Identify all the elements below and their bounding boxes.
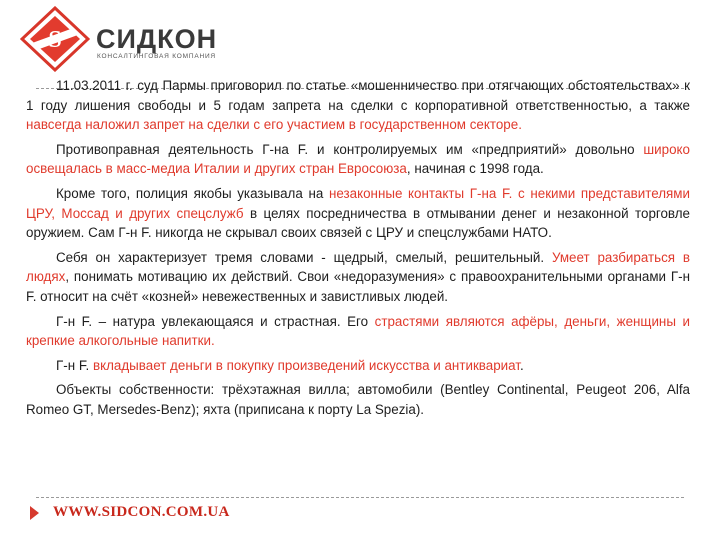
body-text: , понимать мотивацию их действий. Свои «недоразумения» с правоохранительными органами Г-н F. относит на счёт «козней» невежественных и завистливых людей. — [26, 269, 690, 304]
paragraph — [26, 312, 690, 351]
header — [0, 0, 720, 80]
body-text: 11.03.2011 г. суд Пармы приговорил по статье «мошенничество при отягчающих обстоятельствах» к 1 году лишения свободы и 5 годам запрета на сделки с корпоративной ответственностью, а также — [26, 78, 690, 113]
body-text: . — [519, 357, 524, 373]
footer — [30, 504, 230, 521]
arrow-right-icon — [30, 506, 39, 520]
body-text: Объекты собственности: трёхэтажная вилла; автомобили (Bentley Continental, Peugeot 206, Alfa Romeo GT, Mersedes-Benz); яхта (приписана к порту La Spezia). — [26, 382, 690, 417]
website-link[interactable]: WWW.SIDCON.COM.UA — [53, 504, 230, 520]
paragraph — [26, 380, 690, 419]
body-text: Г-н F. — [56, 357, 93, 373]
paragraph — [26, 76, 690, 135]
article-body — [26, 76, 690, 425]
body-text: Себя он характеризует тремя словами - щедрый, смелый, решительный. — [56, 249, 552, 265]
highlighted-text: незаконные контакты Г-на F. с некими представителями ЦРУ, Моссад и других спецслужб — [26, 185, 690, 221]
highlighted-text: страстями являются афёры, деньги, женщины и крепкие алкогольные напитки. — [26, 313, 690, 349]
highlighted-text: вкладывает деньги в покупку произведений искусства и антиквариат — [92, 357, 520, 373]
body-text: Г-н F. – натура увлекающаяся и страстная. Его — [56, 313, 375, 329]
body-text: , начиная с 1998 года. — [406, 161, 544, 177]
body-text: в целях посредничества в отмывании денег и незаконной торговле оружием. Сам Г-н F. никогда не скрывал своих связей с ЦРУ и спецслужбами НАТО. — [26, 205, 690, 241]
paragraph — [26, 140, 690, 179]
body-text: Кроме того, полиция якобы указывала на — [56, 185, 329, 201]
highlighted-text: навсегда наложил запрет на сделки с его участием в государственном секторе. — [26, 117, 522, 133]
highlighted-text: широко освещалась в масс-медиа Италии и других стран Евросоюза — [26, 141, 690, 177]
body-text: Противоправная деятельность Г-на F. и контролируемых им «предприятий» довольно — [56, 141, 644, 157]
highlighted-text: Умеет разбираться в людях — [26, 249, 690, 285]
svg-text:S: S — [48, 27, 62, 53]
paragraph — [26, 248, 690, 307]
paragraph — [26, 356, 690, 376]
logo-diamond-icon — [20, 6, 90, 72]
logo-subtitle: КОНСАЛТИНГОВАЯ КОМПАНИЯ — [97, 53, 216, 60]
logo-name: СИДКОН — [96, 24, 218, 54]
bottom-divider — [36, 497, 684, 498]
paragraph — [26, 184, 690, 243]
